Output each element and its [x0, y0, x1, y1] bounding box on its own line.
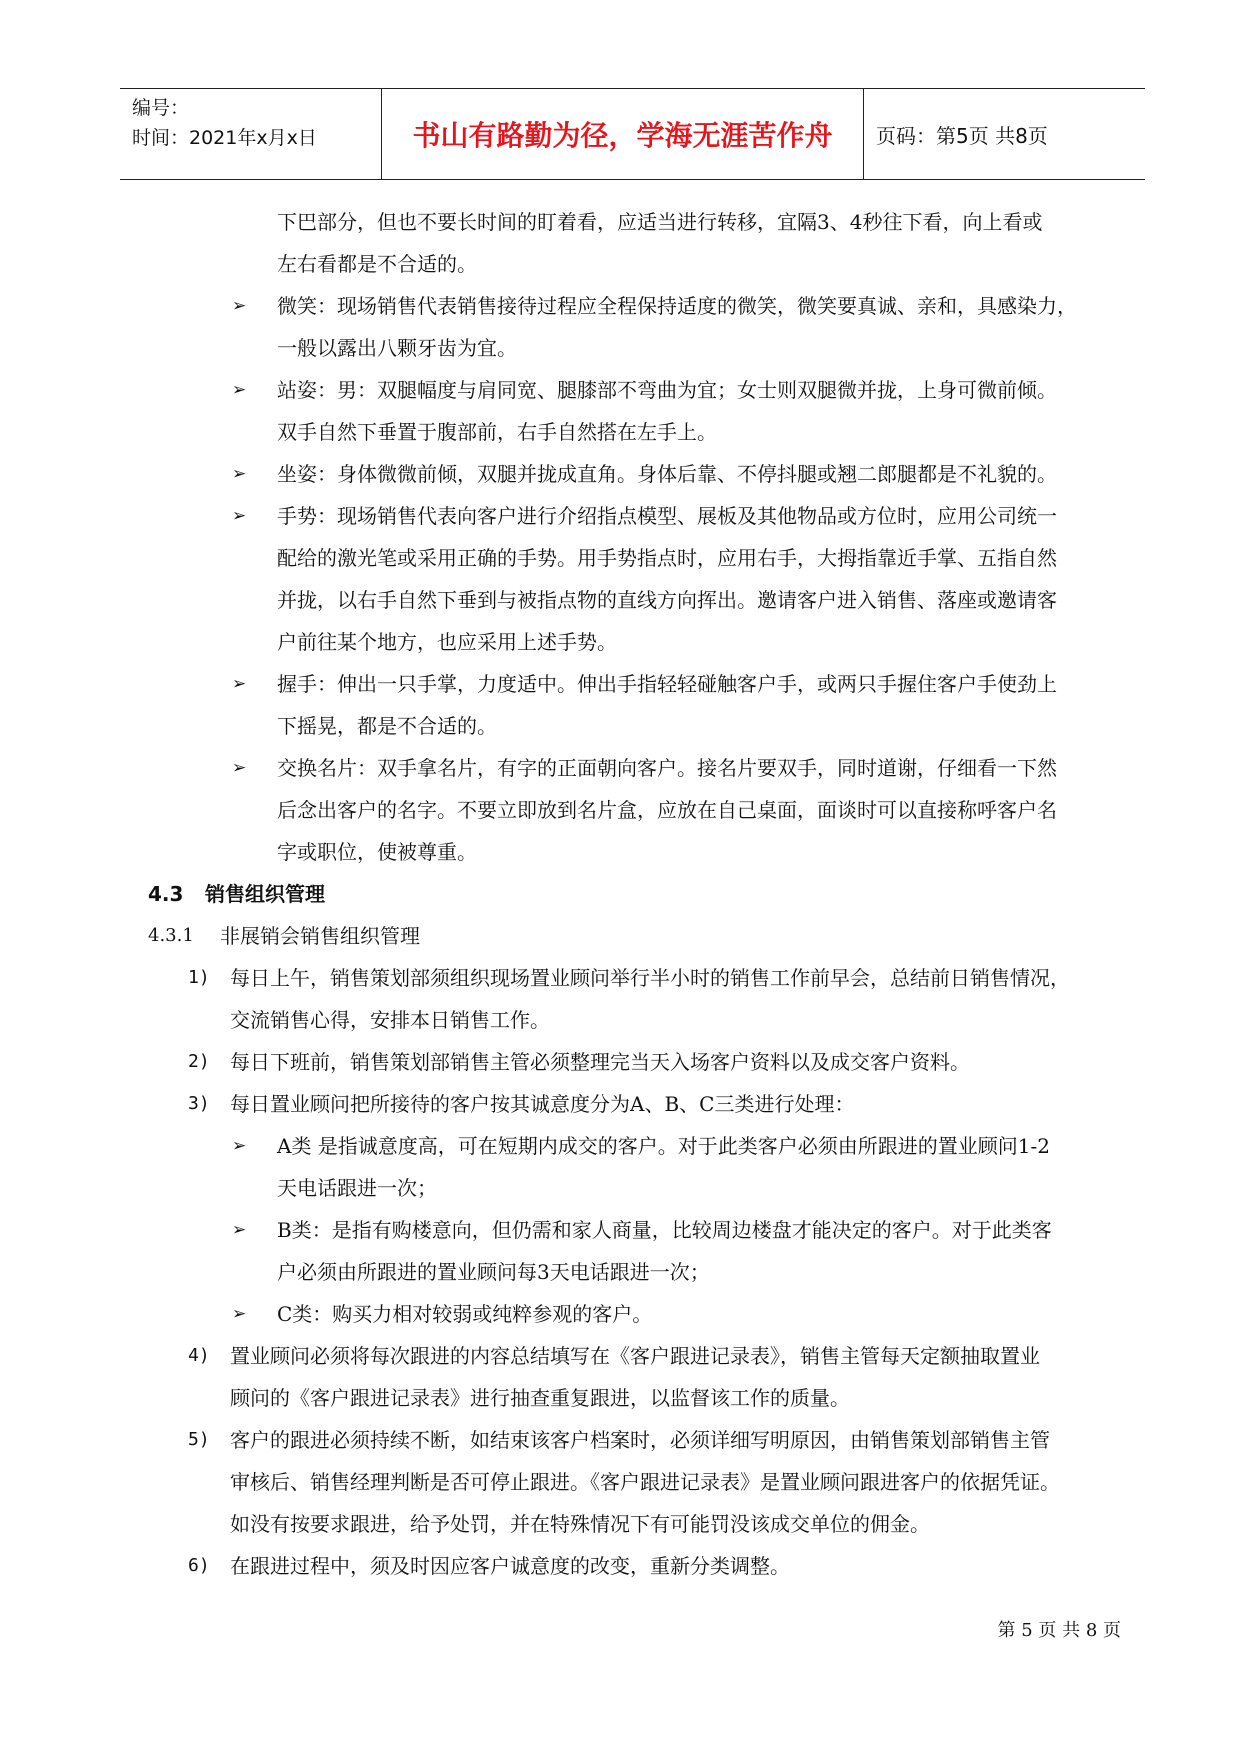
section-title: 销售组织管理	[205, 882, 325, 906]
arrow-bullet-icon: ➢	[232, 1136, 247, 1156]
body-line: 字或职位，使被尊重。	[277, 840, 477, 864]
body-line: 下摇晃，都是不合适的。	[277, 714, 497, 738]
arrow-bullet-icon: ➢	[232, 758, 247, 778]
body-line: 一般以露出八颗牙齿为宜。	[277, 336, 517, 360]
body-line: 交流销售心得，安排本日销售工作。	[230, 1008, 550, 1032]
body-line: 客户的跟进必须持续不断，如结束该客户档案时，必须详细写明原因，由销售策划部销售主管	[230, 1428, 1050, 1452]
body-line: 在跟进过程中，须及时因应客户诚意度的改变，重新分类调整。	[230, 1554, 790, 1578]
time-label: 时间：2021年x月x日	[132, 127, 317, 149]
page-footer	[997, 1616, 1121, 1642]
body-line: 站姿：男：双腿幅度与肩同宽、腿膝部不弯曲为宜；女士则双腿微并拢，上身可微前倾。	[277, 378, 1057, 402]
body-line: 下巴部分，但也不要长时间的盯着看，应适当进行转移，宜隔3、4秒往下看，向上看或	[277, 210, 1043, 234]
section-number: 4.3	[148, 882, 184, 906]
header-left-cell	[120, 89, 381, 179]
arrow-bullet-icon: ➢	[232, 506, 247, 526]
item-number: 5)	[188, 1429, 210, 1450]
body-line: 天电话跟进一次；	[277, 1176, 437, 1200]
item-number: 3)	[188, 1093, 210, 1114]
body-line: C类：购买力相对较弱或纯粹参观的客户。	[277, 1302, 653, 1326]
motto-text: 书山有路勤为径，学海无涯苦作舟	[412, 119, 833, 152]
body-line: 手势：现场销售代表向客户进行介绍指点模型、展板及其他物品或方位时，应用公司统一	[277, 504, 1057, 528]
arrow-bullet-icon: ➢	[232, 1220, 247, 1240]
arrow-bullet-icon: ➢	[232, 380, 247, 400]
body-line: 户必须由所跟进的置业顾问每3天电话跟进一次；	[277, 1260, 710, 1284]
arrow-bullet-icon: ➢	[232, 1304, 247, 1324]
arrow-bullet-icon: ➢	[232, 464, 247, 484]
body-line: 坐姿：身体微微前倾，双腿并拢成直角。身体后靠、不停抖腿或翘二郎腿都是不礼貌的。	[277, 462, 1057, 486]
body-line: B类：是指有购楼意向，但仍需和家人商量，比较周边楼盘才能决定的客户。对于此类客	[277, 1218, 1052, 1242]
body-line: 每日置业顾问把所接待的客户按其诚意度分为A、B、C三类进行处理：	[230, 1092, 855, 1116]
body-line: 微笑：现场销售代表销售接待过程应全程保持适度的微笑，微笑要真诚、亲和，具感染力，	[277, 294, 1077, 318]
arrow-bullet-icon: ➢	[232, 296, 247, 316]
motto-cell	[381, 89, 864, 179]
arrow-bullet-icon: ➢	[232, 674, 247, 694]
subsection-number: 4.3.1	[148, 925, 194, 946]
body-line: 每日上午，销售策划部须组织现场置业顾问举行半小时的销售工作前早会，总结前日销售情况，	[230, 966, 1070, 990]
page-info-text: 页码：第5页 共8页	[876, 123, 1048, 148]
body-line: 每日下班前，销售策划部销售主管必须整理完当天入场客户资料以及成交客户资料。	[230, 1050, 970, 1074]
item-number: 1)	[188, 967, 210, 988]
subsection-title: 非展销会销售组织管理	[220, 924, 420, 948]
body-line: 交换名片：双手拿名片，有字的正面朝向客户。接名片要双手，同时道谢，仔细看一下然	[277, 756, 1057, 780]
body-line: 双手自然下垂置于腹部前，右手自然搭在左手上。	[277, 420, 717, 444]
page-header	[120, 88, 1145, 180]
body-line: 置业顾问必须将每次跟进的内容总结填写在《客户跟进记录表》，销售主管每天定额抽取置业	[230, 1344, 1040, 1368]
number-label: 编号：	[132, 97, 190, 119]
item-number: 6)	[188, 1555, 210, 1576]
body-line: 如没有按要求跟进，给予处罚，并在特殊情况下有可能罚没该成交单位的佣金。	[230, 1512, 930, 1536]
body-line: 并拢，以右手自然下垂到与被指点物的直线方向挥出。邀请客户进入销售、落座或邀请客	[277, 588, 1057, 612]
body-line: 配给的激光笔或采用正确的手势。用手势指点时，应用右手，大拇指靠近手掌、五指自然	[277, 546, 1057, 570]
body-line: 户前往某个地方，也应采用上述手势。	[277, 630, 617, 654]
item-number: 2)	[188, 1051, 210, 1072]
page-info-cell	[864, 89, 1145, 179]
body-line: 后念出客户的名字。不要立即放到名片盒，应放在自己桌面，面谈时可以直接称呼客户名	[277, 798, 1057, 822]
item-number: 4)	[188, 1345, 210, 1366]
body-line: 顾问的《客户跟进记录表》进行抽查重复跟进，以监督该工作的质量。	[230, 1386, 850, 1410]
body-line: 审核后、销售经理判断是否可停止跟进。《客户跟进记录表》是置业顾问跟进客户的依据凭证。	[230, 1470, 1060, 1494]
footer-page-number: 第 5 页 共 8 页	[997, 1620, 1121, 1641]
body-line: A类 是指诚意度高，可在短期内成交的客户。对于此类客户必须由所跟进的置业顾问1-2	[277, 1134, 1051, 1158]
body-line: 握手：伸出一只手掌，力度适中。伸出手指轻轻碰触客户手，或两只手握住客户手使劲上	[277, 672, 1057, 696]
body-line: 左右看都是不合适的。	[277, 252, 477, 276]
